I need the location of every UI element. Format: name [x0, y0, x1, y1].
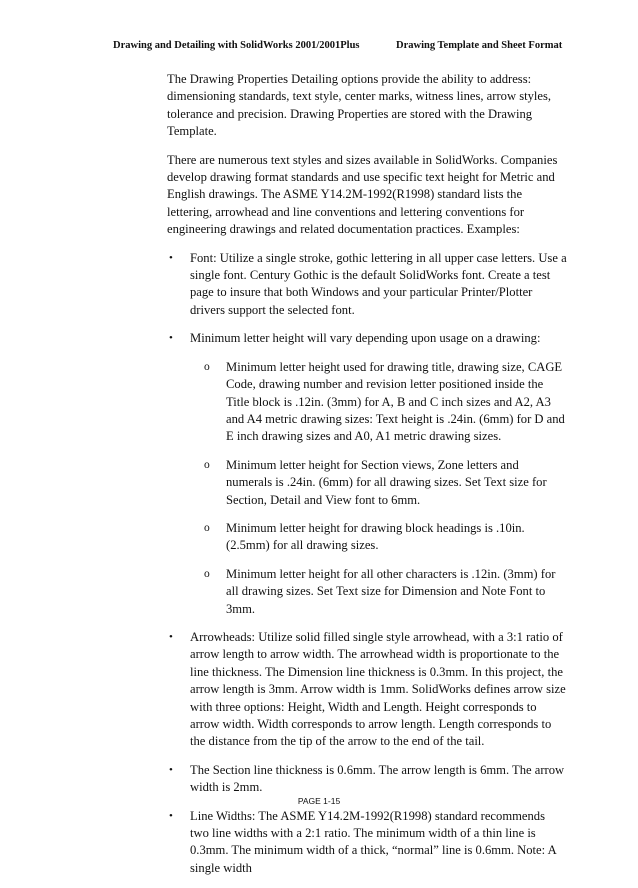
running-header-chapter-title: Drawing Template and Sheet Format [396, 40, 563, 51]
sub-bullet-text: Minimum letter height for drawing block headings is .10in. (2.5mm) for all drawing sizes. [226, 520, 525, 553]
sub-bullet-item-title-block [167, 359, 567, 446]
sub-bullet-item-other-characters [167, 566, 567, 618]
bullet-item-font [167, 250, 567, 320]
bullet-text: Font: Utilize a single stroke, gothic lettering in all upper case letters. Use a single font. Century Gothic is the default SolidWorks font. Create a test page to insure that both Windows and your particular Printer/Plotter drivers support the selected font. [190, 250, 567, 317]
text-styles-paragraph: There are numerous text styles and sizes available in SolidWorks. Companies develop drawing format standards and use specific text height for Metric and English drawings. The ASME Y14.2M-1992(R1998) standard lists the lettering, arrowhead and line conventions and lettering conventions for engineering drawings and related documentation practices. Examples: [167, 152, 558, 237]
bullet-marker: • [169, 332, 173, 345]
sub-bullet-marker: o [204, 521, 210, 534]
bullet-text: Arrowheads: Utilize solid filled single style arrowhead, with a 3:1 ratio of arrow length to arrow width. The arrowhead width is proportionate to the line thickness. The Dimension line thickness is 0.3mm. In this project, the arrow length is 3mm. Arrow width is 1mm. SolidWorks defines arrow size with three options: Height, Width and Length. Height corresponds to arrow width. Width corresponds to arrow length. Length corresponds to the distance from the tip of the arrow to the end of the tail. [190, 629, 566, 749]
sub-bullet-item-section-views [167, 457, 567, 509]
bullet-marker: • [169, 763, 173, 776]
sub-bullet-text: Minimum letter height for all other characters is .12in. (3mm) for all drawing sizes. Set Text size for Dimension and Note Font to 3mm. [226, 566, 556, 616]
running-header-book-title: Drawing and Detailing with SolidWorks 2001/2001Plus [113, 40, 360, 51]
sub-bullet-text: Minimum letter height used for drawing title, drawing size, CAGE Code, drawing number and revision letter positioned inside the Title block is .12in. (3mm) for A, B and C inch sizes and A2, A3 and A4 metric drawing sizes: Text height is .24in. (6mm) for D and E inch drawing sizes and A0, A1 metric drawing sizes. [226, 359, 565, 444]
page-number-footer: PAGE 1-15 [297, 796, 341, 806]
bullet-item-line-widths [167, 808, 567, 878]
bullet-text: Minimum letter height will vary depending upon usage on a drawing: [190, 331, 541, 346]
bullet-marker: • [169, 251, 173, 264]
sub-bullet-text: Minimum letter height for Section views, Zone letters and numerals is .24in. (6mm) for all drawing sizes. Set Text size for Section, Detail and View font to 6mm. [226, 457, 547, 507]
sub-bullet-marker: o [204, 360, 210, 373]
bullet-item-arrowheads [167, 629, 567, 751]
bullet-item-section-line [167, 762, 567, 797]
sub-bullet-marker: o [204, 458, 210, 471]
page-body [167, 71, 567, 888]
bullet-marker: • [169, 809, 173, 822]
intro-paragraph: The Drawing Properties Detailing options provide the ability to address: dimensioning standards, text style, center marks, witness lines, arrow styles, tolerance and precision. Drawing Properties are stored with the Drawing Template. [167, 72, 552, 139]
bullet-marker: • [169, 630, 173, 643]
bullet-text: Line Widths: The ASME Y14.2M-1992(R1998) standard recommends two line widths with a 2:1 ratio. The minimum width of a thin line is 0.3mm. The minimum width of a thick, “normal” line is 0.6mm. Note: A single width [190, 808, 556, 875]
sub-bullet-item-block-headings [167, 520, 567, 555]
bullet-item-letter-height [167, 330, 567, 347]
sub-bullet-list [167, 359, 567, 618]
bullet-text: The Section line thickness is 0.6mm. The arrow length is 6mm. The arrow width is 2mm. [190, 762, 565, 795]
sub-bullet-marker: o [204, 567, 210, 580]
